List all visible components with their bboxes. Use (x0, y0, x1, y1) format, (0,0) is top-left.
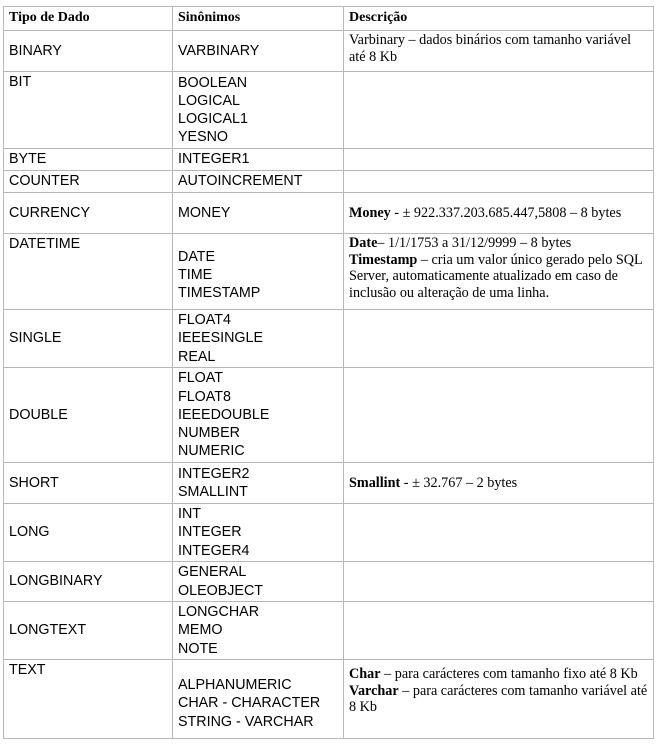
sinonimo-item: OLEOBJECT (178, 582, 264, 599)
table-row (4, 368, 654, 463)
cell-sinonimos (173, 72, 344, 149)
cell-descricao (344, 72, 654, 149)
sinonimo-item: TIME (178, 266, 213, 283)
cell-tipo: SINGLE (4, 310, 173, 368)
cell-tipo: CURRENCY (4, 193, 173, 234)
table-row (4, 234, 654, 310)
sinonimo-item: LOGICAL (178, 92, 240, 109)
table-row (4, 310, 654, 368)
cell-sinonimos (173, 368, 344, 463)
cell-sinonimos (173, 660, 344, 739)
sinonimo-item: FLOAT4 (178, 312, 231, 329)
table-row (4, 171, 654, 193)
sinonimo-item: YESNO (178, 129, 229, 146)
cell-descricao (344, 562, 654, 602)
cell-descricao (344, 368, 654, 463)
cell-descricao (344, 660, 654, 739)
descricao-paragraph (349, 666, 648, 683)
sinonimo-item: MEMO (178, 622, 223, 639)
table-row (4, 660, 654, 739)
sinonimo-item: IEEESINGLE (178, 330, 264, 347)
descricao-text: - ± 922.337.203.685.447,5808 – 8 bytes (390, 204, 622, 221)
cell-descricao (344, 31, 654, 72)
cell-sinonimos (173, 562, 344, 602)
table-row (4, 72, 654, 149)
descricao-term: Smallint (349, 474, 401, 491)
cell-sinonimos (173, 504, 344, 562)
sinonimo-item: NOTE (178, 640, 218, 657)
cell-tipo: LONGBINARY (4, 562, 173, 602)
descricao-paragraph (349, 32, 648, 65)
cell-descricao (344, 171, 654, 193)
cell-descricao (344, 463, 654, 504)
descricao-paragraph (349, 475, 648, 492)
table-row (4, 602, 654, 660)
table-row (4, 193, 654, 234)
descricao-text: - ± 32.767 – 2 bytes (400, 474, 518, 491)
cell-tipo: DATETIME (4, 234, 173, 310)
sinonimo-item: REAL (178, 348, 216, 365)
cell-tipo: COUNTER (4, 171, 173, 193)
descricao-term: Timestamp (349, 251, 418, 268)
descricao-term: Varchar (349, 682, 399, 699)
sinonimo-item: IEEEDOUBLE (178, 406, 270, 423)
sinonimo-item: ALPHANUMERIC (178, 677, 292, 694)
cell-tipo: LONGTEXT (4, 602, 173, 660)
data-types-table (3, 6, 654, 739)
cell-sinonimos (173, 602, 344, 660)
table-row (4, 562, 654, 602)
sinonimo-item: INTEGER1 (178, 151, 250, 168)
cell-descricao (344, 234, 654, 310)
sinonimo-item: GENERAL (178, 564, 247, 581)
descricao-term: Char (349, 666, 381, 682)
cell-tipo: DOUBLE (4, 368, 173, 463)
cell-descricao (344, 193, 654, 234)
sinonimo-item: CHAR - CHARACTER (178, 695, 321, 712)
descricao-text: Varbinary – dados binários com tamanho variável até 8 Kb (349, 32, 632, 65)
sinonimo-item: TIMESTAMP (178, 285, 261, 302)
cell-descricao (344, 310, 654, 368)
descricao-term: Money (349, 204, 391, 221)
cell-descricao (344, 149, 654, 171)
header-row (4, 7, 654, 31)
sinonimo-item: INTEGER2 (178, 465, 250, 482)
cell-tipo: BINARY (4, 31, 173, 72)
sinonimo-item: VARBINARY (178, 42, 260, 59)
header-tipo: Tipo de Dado (4, 7, 173, 31)
table-row (4, 504, 654, 562)
cell-sinonimos (173, 193, 344, 234)
descricao-term: Date (349, 235, 378, 251)
cell-sinonimos (173, 310, 344, 368)
sinonimo-item: AUTOINCREMENT (178, 173, 303, 190)
header-sinonimos: Sinônimos (173, 7, 344, 31)
cell-sinonimos (173, 463, 344, 504)
table-row (4, 31, 654, 72)
cell-sinonimos (173, 234, 344, 310)
cell-tipo: TEXT (4, 660, 173, 739)
sinonimo-item: FLOAT8 (178, 388, 231, 405)
sinonimo-item: SMALLINT (178, 484, 248, 500)
header-descricao: Descrição (344, 7, 654, 31)
sinonimo-item: DATE (178, 248, 216, 265)
descricao-text: – para carácteres com tamanho variável até 8 Kb (349, 682, 648, 715)
sinonimo-item: NUMERIC (178, 443, 245, 460)
sinonimo-item: MONEY (178, 204, 231, 221)
descricao-paragraph (349, 683, 648, 716)
descricao-paragraph (349, 235, 648, 252)
sinonimo-item: NUMBER (178, 425, 240, 442)
sinonimo-item: FLOAT (178, 370, 224, 387)
sinonimo-item: INT (178, 506, 202, 523)
sinonimo-item: LOGICAL1 (178, 111, 248, 127)
sinonimo-item: INTEGER (178, 524, 242, 541)
sinonimo-item: BOOLEAN (178, 74, 248, 91)
descricao-text: – para carácteres com tamanho fixo até 8 Kb (380, 666, 638, 682)
sinonimo-item: INTEGER4 (178, 542, 250, 559)
cell-descricao (344, 504, 654, 562)
table-row (4, 149, 654, 171)
cell-tipo: LONG (4, 504, 173, 562)
cell-descricao (344, 602, 654, 660)
sinonimo-item: LONGCHAR (178, 604, 260, 621)
descricao-paragraph (349, 205, 648, 222)
cell-tipo: BYTE (4, 149, 173, 171)
cell-tipo: BIT (4, 72, 173, 149)
descricao-paragraph (349, 252, 648, 302)
cell-sinonimos (173, 171, 344, 193)
sinonimo-item: STRING - VARCHAR (178, 713, 314, 730)
descricao-text: – 1/1/1753 a 31/12/9999 – 8 bytes (377, 235, 572, 251)
cell-sinonimos (173, 31, 344, 72)
cell-sinonimos (173, 149, 344, 171)
table-row (4, 463, 654, 504)
descricao-text: – cria um valor único gerado pelo SQL Server, automaticamente atualizado em caso de inclusão ou alteração de uma linha. (349, 251, 643, 301)
cell-tipo: SHORT (4, 463, 173, 504)
